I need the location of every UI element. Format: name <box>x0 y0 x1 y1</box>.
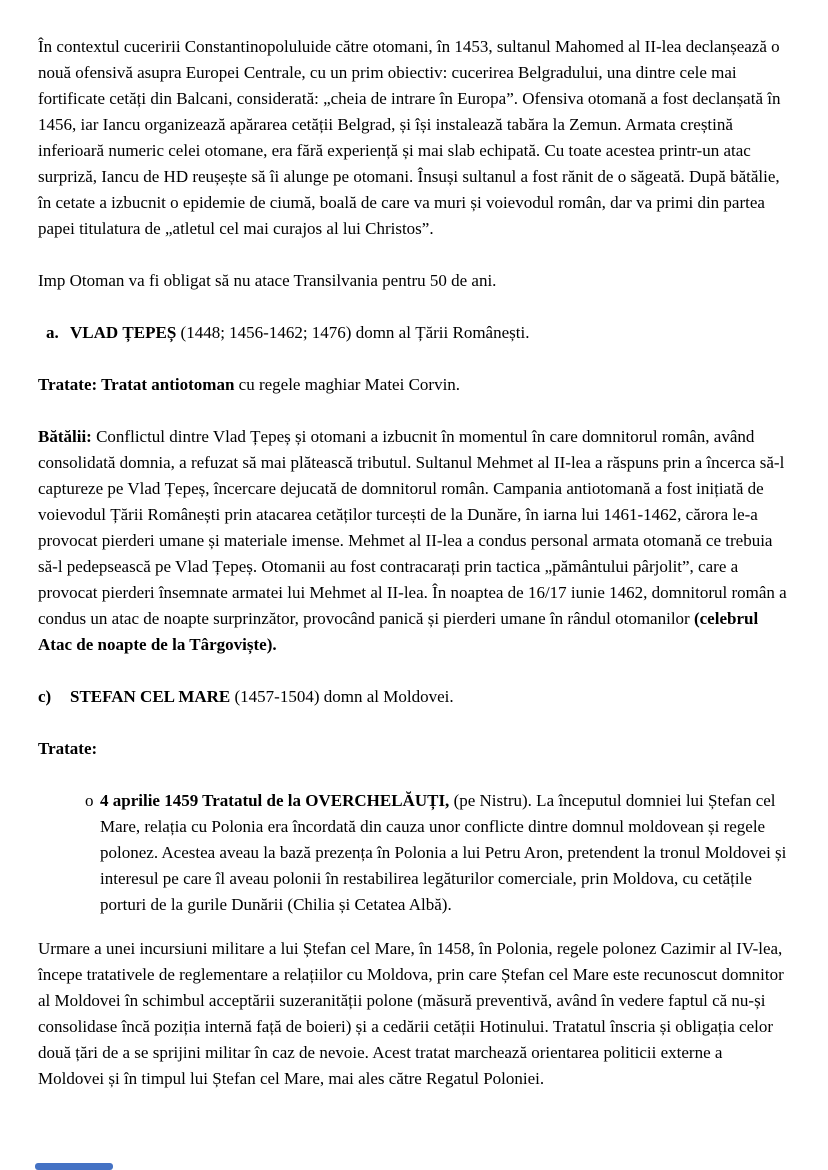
stefan-treaties-label: Tratate: <box>38 739 98 758</box>
bullet-circle-marker: o <box>85 791 94 810</box>
vlad-battles-highlight: (celebrul Atac de noapte de la Târgoviște). <box>38 609 759 654</box>
paragraph-vlad-treaties <box>38 372 790 398</box>
bullet-treaty-overchelauti <box>38 788 790 918</box>
treaty-title: 4 aprilie 1459 Tratatul de la OVERCHELĂUȚI, <box>100 791 450 810</box>
vlad-battles-body: Conflictul dintre Vlad Țepeș și otomani a izbucnit în momentul în care domnitorul român, având consolidată domnia, a refuzat să mai plătească tributul. Sultanul Mehmet al II-lea a răspuns prin a încerca să-l captureze pe Vlad Țepeș, încercare dejucată de domnitorul român. Campania antiotomană a fost inițiată de voievodul Țării Românești prin atacarea cetăților turcești de la Dunăre, în iarna lui 1461-1462, cărora le-a provocat pierderi umane și materiale imense. Mehmet al II-lea a condus personal armata otomană ce trebuia să-l pedepsească pe Vlad Țepeș. Otomanii au fost contracarați prin tactica „pământului pârjolit”, care a provocat pierderi însemnate armatei lui Mehmet al II-lea. În noaptea de 16/17 iunie 1462, domnitorul român a condus un atac de noapte surprinzător, provocând panică și pierderi umane în rândul otomanilor <box>38 427 787 628</box>
treaty-overchelauti-text <box>100 788 790 918</box>
paragraph-belgrade-campaign: În contextul cuceririi Constantinopoluluide către otomani, în 1453, sultanul Mahomed al II-lea declanșează o nouă ofensivă asupra Europei Centrale, cu un prim obiectiv: cucerirea Belgradului, una dintre cele mai fortificate cetăți din Balcani, considerată: „cheia de intrare în Europa”. Ofensiva otomană a fost declanșată în 1456, iar Iancu organizează apărarea cetății Belgrad, și își instalează tabăra la Zemun. Armata creștină inferioară numeric celei otomane, era fără experiență și mai slab echipată. Cu toate acestea printr-un atac surpriză, Iancu de HD reușește să îi alunge pe otomani. Însuși sultanul a fost rănit de o săgeată. După bătălie, în cetate a izbucnit o epidemie de ciumă, boală de care va muri și voievodul român, dar va primi din partea papei titulatura de „atletul cel mai curajos al lui Christos”. <box>38 37 781 238</box>
treaty-body: (pe Nistru). La începutul domniei lui Ștefan cel Mare, relația cu Polonia era încordată din cauza unor conflicte dintre domnul moldovean și regele polonez. Acestea aveau la bază prezența în Polonia a lui Petru Aron, pretendent la tronul Moldovei și interesul pe care îl aveau polonii în restabilirea legăturilor comerciale, prin Moldova, cu cetățile porturi de la gurile Dunării (Chilia și Cetatea Albă). <box>100 791 787 914</box>
vlad-battles-label: Bătălii: <box>38 427 92 446</box>
vlad-tepes-details: (1448; 1456-1462; 1476) domn al Țării Românești. <box>176 323 530 342</box>
stefan-details: (1457-1504) domn al Moldovei. <box>230 687 454 706</box>
paragraph-vlad-battles <box>38 424 790 658</box>
heading-stefan-cel-mare <box>38 684 790 710</box>
paragraph-transylvania-truce: Imp Otoman va fi obligat să nu atace Transilvania pentru 50 de ani. <box>38 271 497 290</box>
vlad-tepes-name: VLAD ȚEPEȘ <box>70 323 177 342</box>
vlad-treaties-label: Tratate: Tratat antiotoman <box>38 375 235 394</box>
vlad-treaties-rest: cu regele maghiar Matei Corvin. <box>234 375 461 394</box>
list-marker-c: c) <box>38 687 52 706</box>
stefan-name: STEFAN CEL MARE <box>70 687 231 706</box>
paragraph-polish-relations: Urmare a unei incursiuni militare a lui Ștefan cel Mare, în 1458, în Polonia, regele polonez Cazimir al IV-lea, începe tratativele de reglementare a relațiilor cu Moldova, prin care Ștefan cel Mare este recunoscut domnitor al Moldovei în schimbul acceptării suzeranității polone (măsură preventivă, având în vedere faptul că nu-și consolidase încă poziția internă față de boieri) și a cedării cetății Hotinului. Tratatul înscria și obligația celor două țări de a se sprijini militar în caz de nevoie. Acest tratat marchează orientarea politicii externe a Moldovei și în timpul lui Ștefan cel Mare, mai ales către Regatul Poloniei. <box>38 939 784 1088</box>
horizontal-scrollbar-thumb[interactable] <box>35 1163 113 1170</box>
heading-vlad-tepes <box>38 320 790 346</box>
list-marker-a: a. <box>46 323 59 342</box>
